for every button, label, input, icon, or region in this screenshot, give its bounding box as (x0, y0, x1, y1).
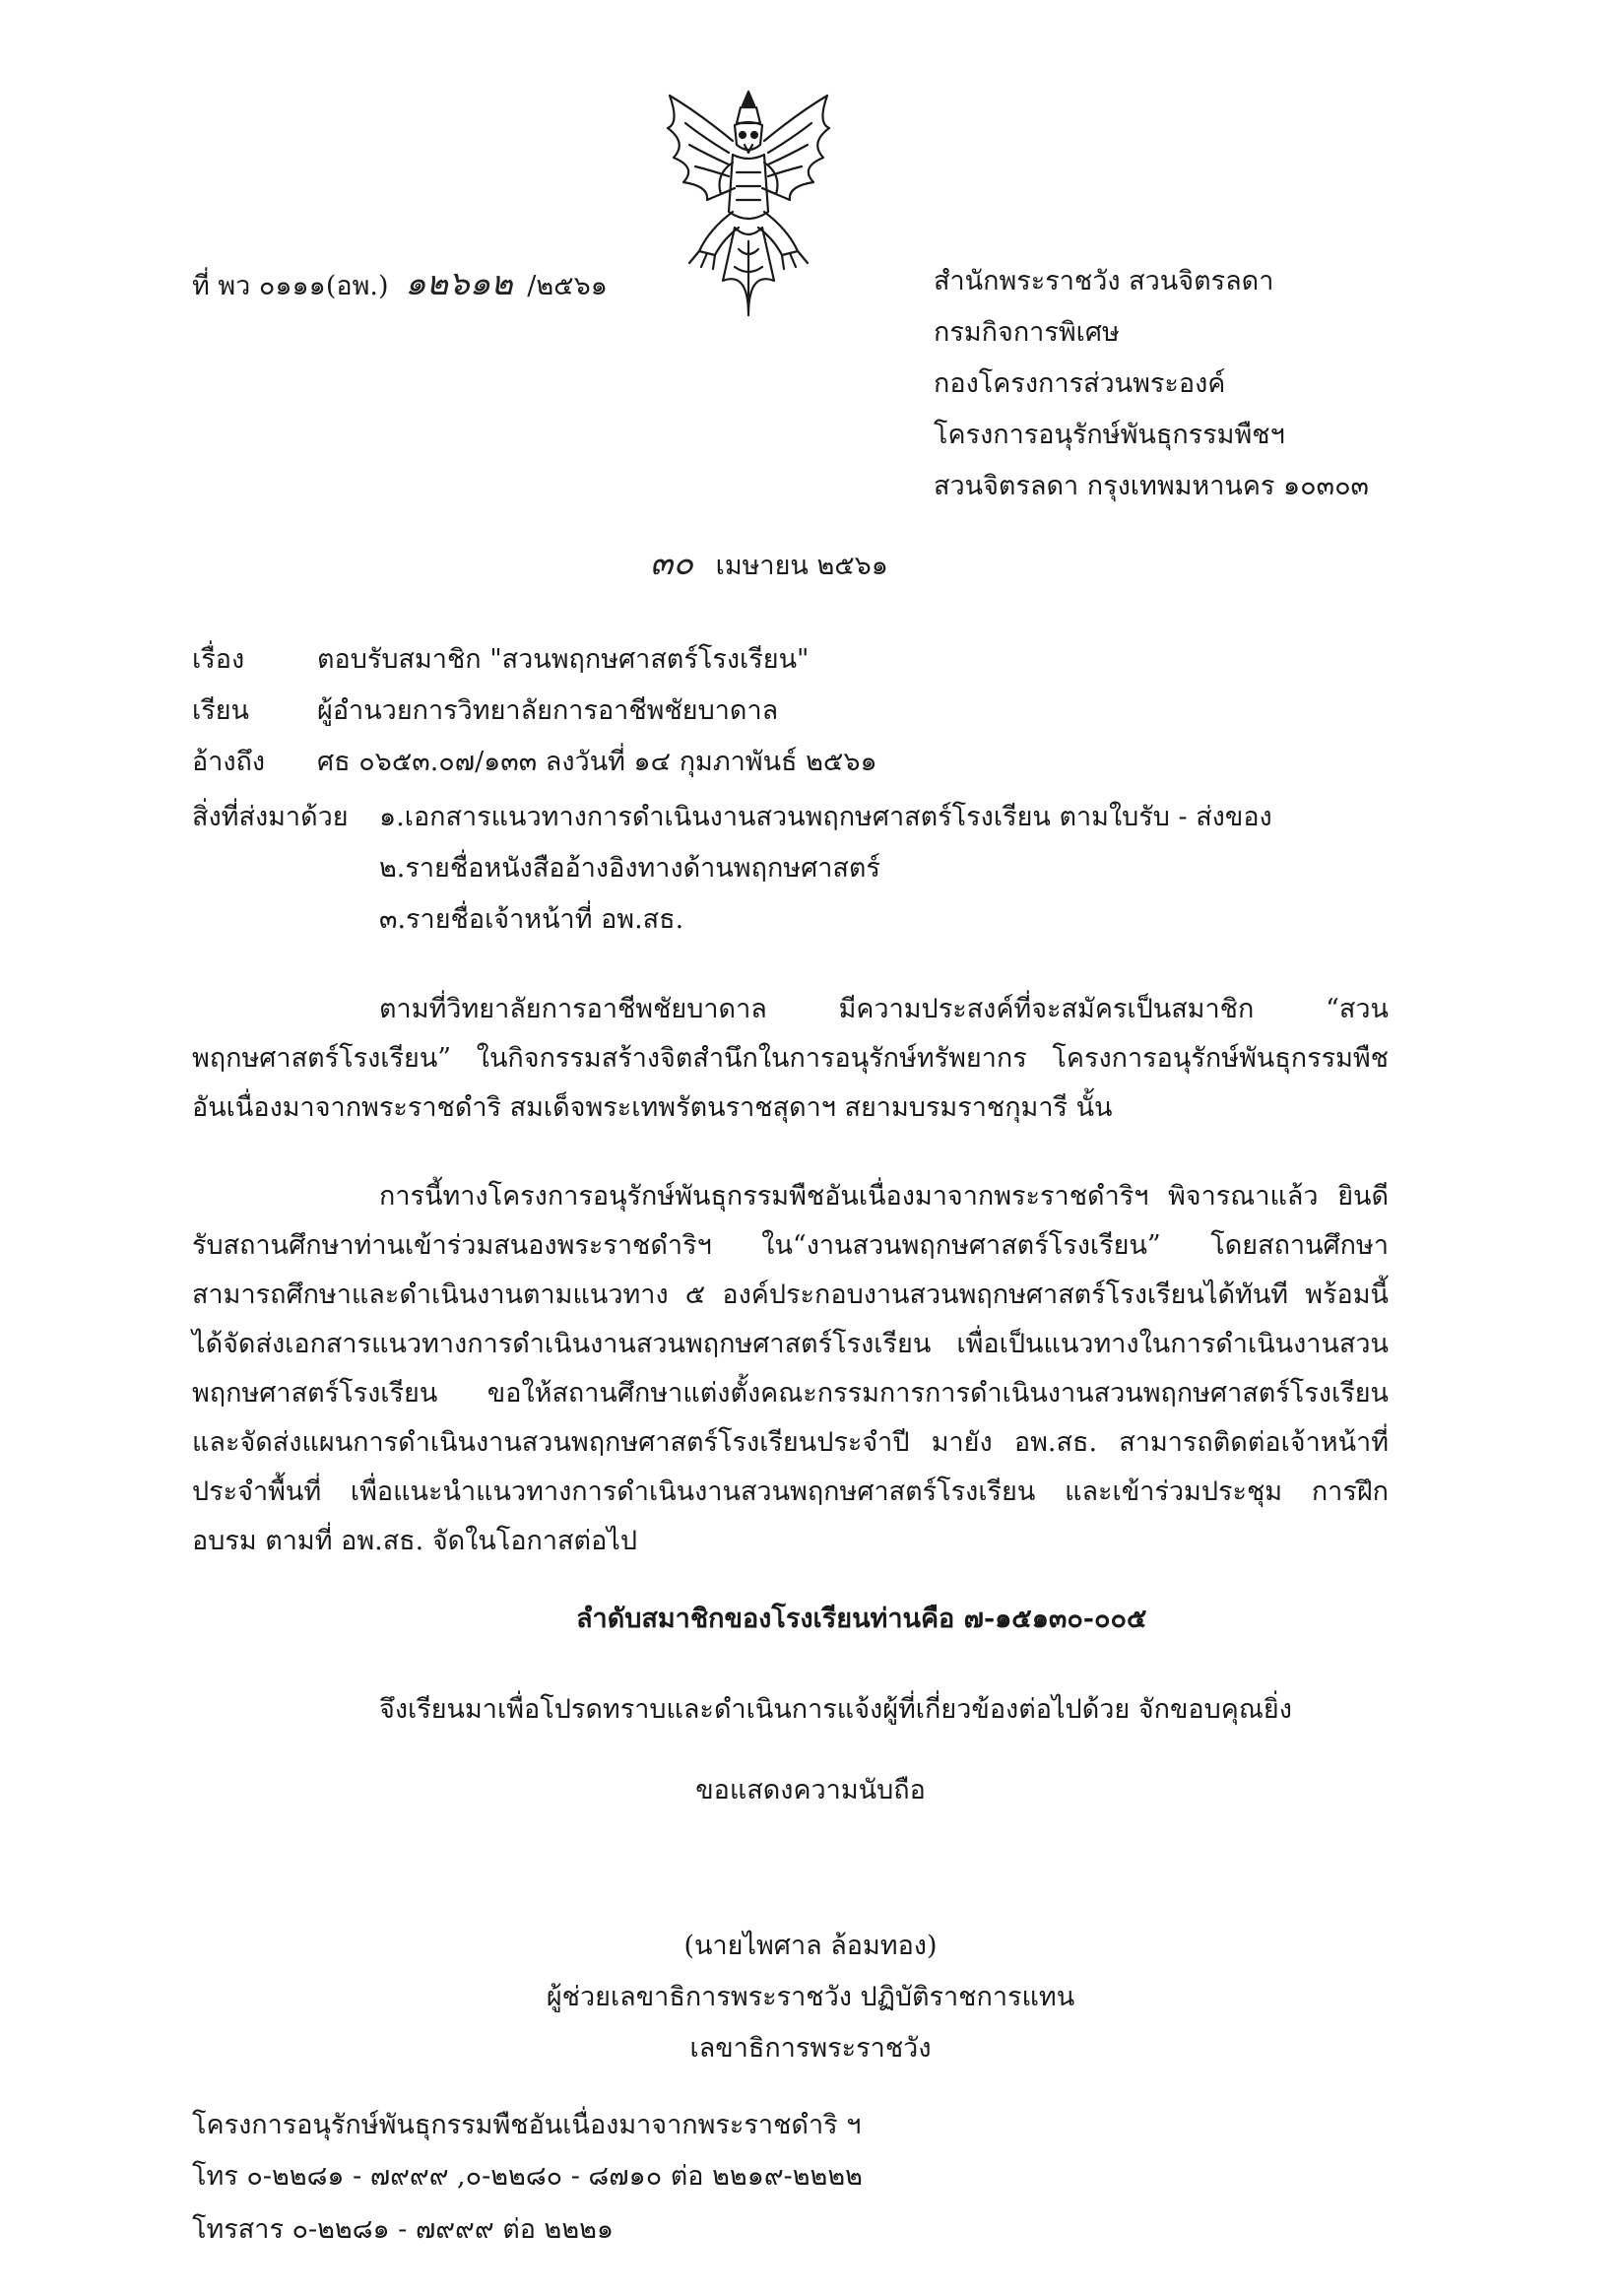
date-month-year: เมษายน ๒๕๖๑ (715, 551, 888, 581)
ref-doc-label: อ้างถึง (192, 747, 266, 777)
recipient-value: ผู้อำนวยการวิทยาลัยการอาชีพชัยบาดาล (317, 695, 779, 726)
footer-phone: โทร ๐-๒๒๘๑ - ๗๙๙๙ ,๐-๒๒๘๐ - ๘๗๑๐ ต่อ ๒๒๑๙-๒๒๒๒ (192, 2161, 863, 2192)
reference-prefix: ที่ พว ๐๑๑๑(อพ.) (192, 271, 389, 301)
body-paragraph: ตามที่วิทยาลัยการอาชีพชัยบาดาล มีความประสงค์ที่จะสมัครเป็นสมาชิก “สวนพฤกษศาสตร์โรงเรียน” ในกิจกรรมสร้างจิตสำนึกในการอนุรักษ์ทรัพยากร โครงการอนุรักษ์พันธุกรรมพืชอันเนื่องมาจากพระราชดำริ สมเด็จพระเทพรัตนราชสุดาฯ สยามบรมราชกุมารี นั้น (192, 994, 1389, 1123)
ref-doc-value: ศธ ๐๖๕๓.๐๗/๑๓๓ ลงวันที่ ๑๔ กุมภาพันธ์ ๒๕๖๑ (317, 747, 877, 777)
enclosure-item: ๑.เอกสารแนวทางการดำเนินงานสวนพฤกษศาสตร์โรงเรียน ตามใบรับ - ส่งของ (379, 802, 1272, 832)
subject-value: ตอบรับสมาชิก "สวนพฤกษศาสตร์โรงเรียน" (317, 644, 810, 675)
signatory-position: เลขาธิการพระราชวัง (689, 2033, 932, 2064)
garuda-emblem-icon (650, 84, 847, 330)
salutation: ขอแสดงความนับถือ (695, 1775, 926, 1805)
enclosures-label: สิ่งที่ส่งมาด้วย (192, 802, 349, 832)
reference-line (192, 264, 608, 304)
footer-office: โครงการอนุรักษ์พันธุกรรมพืชอันเนื่องมาจากพระราชดำริ ฯ (192, 2110, 862, 2140)
footer-fax: โทรสาร ๐-๒๒๘๑ - ๗๙๙๙ ต่อ ๒๒๒๑ (192, 2214, 615, 2245)
signatory-name: (นายไพศาล ล้อมทอง) (683, 1931, 938, 1961)
sender-address-line: โครงการอนุรักษ์พันธุกรรมพืชฯ (934, 420, 1285, 450)
letter-date (650, 544, 888, 584)
handwritten-reference-number: ๑๒๖๑๒ (405, 264, 513, 303)
closing-request: จึงเรียนมาเพื่อโปรดทราบและดำเนินการแจ้งผู้ที่เกี่ยวข้องต่อไปด้วย จักขอบคุณยิ่ง (379, 1694, 1292, 1725)
enclosure-item: ๓.รายชื่อเจ้าหน้าที่ อพ.สธ. (379, 904, 684, 935)
subject-label: เรื่อง (192, 644, 245, 675)
sender-address-line: สำนักพระราชวัง สวนจิตรลดา (934, 266, 1274, 296)
reference-year: /๒๕๖๑ (527, 271, 608, 301)
signatory-position: ผู้ช่วยเลขาธิการพระราชวัง ปฏิบัติราชการแทน (546, 1982, 1075, 2012)
recipient-label: เรียน (192, 695, 250, 726)
sender-address-line: กรมกิจการพิเศษ (934, 317, 1120, 348)
enclosure-item: ๒.รายชื่อหนังสืออ้างอิงทางด้านพฤกษศาสตร์ (379, 853, 880, 884)
handwritten-day: ๓๐ (650, 544, 693, 583)
member-number-line: ลำดับสมาชิกของโรงเรียนท่านคือ ๗-๑๕๑๓๐-๐๐๕ (576, 1604, 1147, 1634)
body-paragraph: การนี้ทางโครงการอนุรักษ์พันธุกรรมพืชอันเนื่องมาจากพระราชดำริฯ พิจารณาแล้ว ยินดีรับสถานศึกษาท่านเข้าร่วมสนองพระราชดำริฯ ใน“งานสวนพฤกษศาสตร์โรงเรียน” โดยสถานศึกษาสามารถศึกษาและดำเนินงานตามแนวทาง ๕ องค์ประกอบงานสวนพฤกษศาสตร์โรงเรียนได้ทันที พร้อมนี้ได้จัดส่งเอกสารแนวทางการดำเนินงานสวนพฤกษศาสตร์โรงเรียน เพื่อเป็นแนวทางในการดำเนินงานสวนพฤกษศาสตร์โรงเรียน ขอให้สถานศึกษาแต่งตั้งคณะกรรมการการดำเนินงานสวนพฤกษศาสตร์โรงเรียน และจัดส่งแผนการดำเนินงานสวนพฤกษศาสตร์โรงเรียนประจำปี มายัง อพ.สธ. สามารถติดต่อเจ้าหน้าที่ ประจำพื้นที่ เพื่อแนะนำแนวทางการดำเนินงานสวนพฤกษศาสตร์โรงเรียน และเข้าร่วมประชุม การฝึกอบรม ตามที่ อพ.สธ. จัดในโอกาสต่อไป (192, 1181, 1389, 1556)
sender-address-line: กองโครงการส่วนพระองค์ (934, 368, 1226, 399)
sender-address-line: สวนจิตรลดา กรุงเทพมหานคร ๑๐๓๐๓ (934, 471, 1370, 501)
